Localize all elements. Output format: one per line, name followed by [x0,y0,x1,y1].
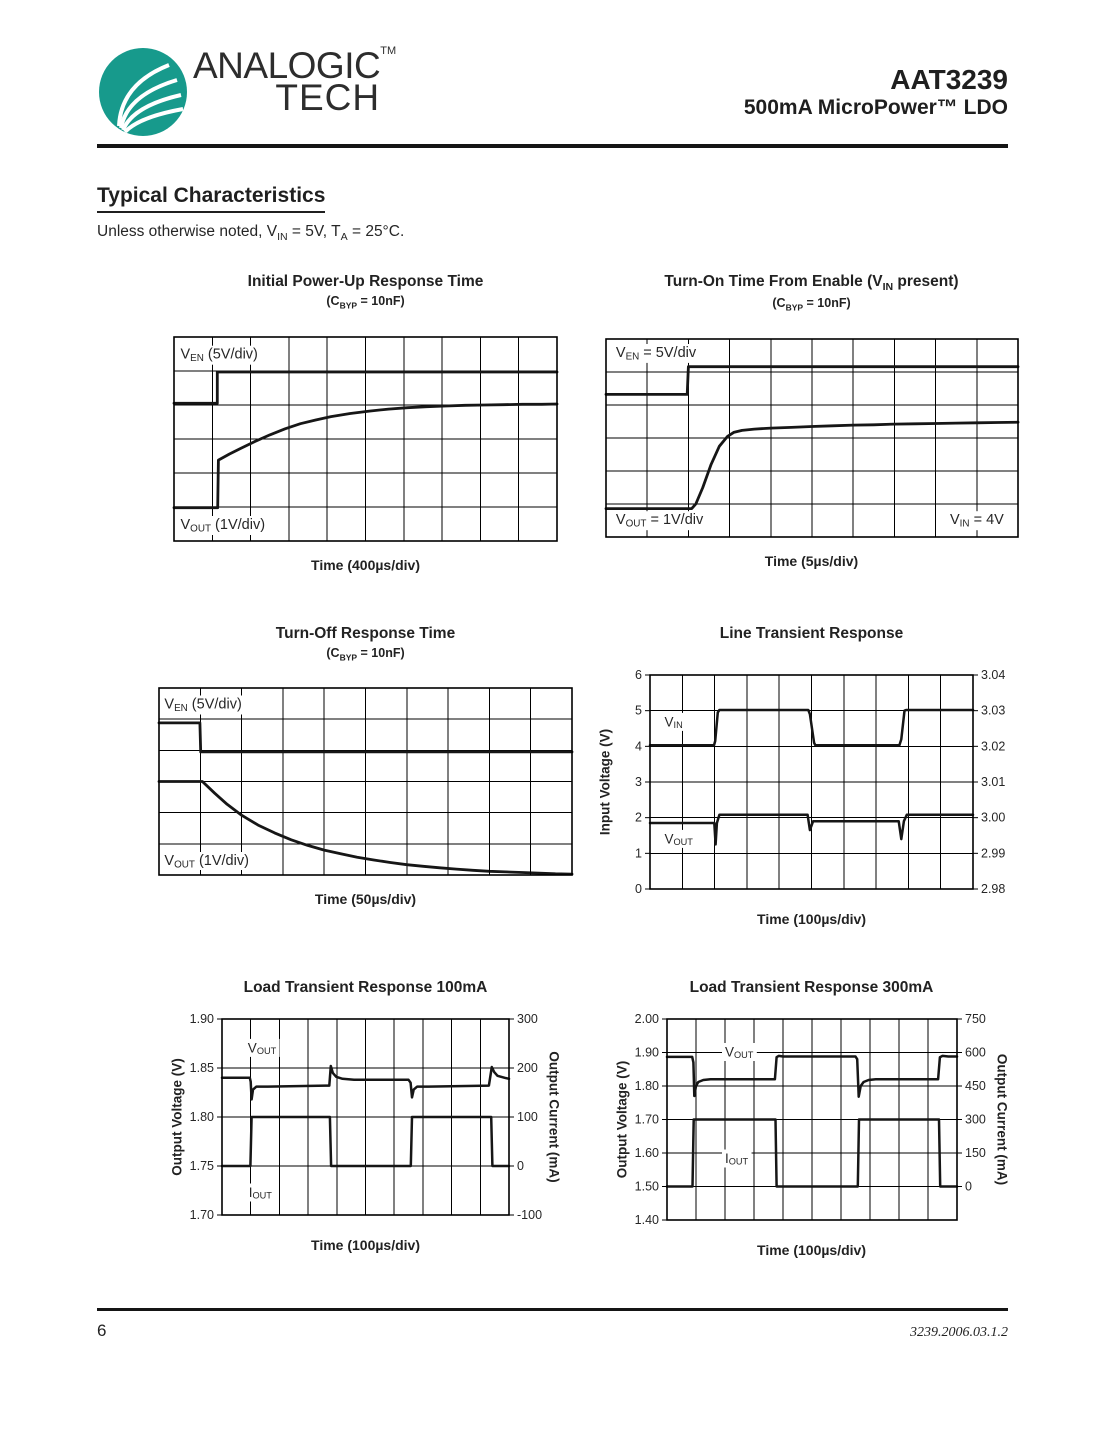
left-axis-tick-label: 1.75 [189,1158,214,1173]
page-header [97,0,1008,138]
right-axis [973,668,1005,896]
scope-plot [157,686,574,877]
right-axis-tick-label: 3.03 [981,703,1006,718]
page-footer [97,1308,1008,1341]
right-axis-tick-label: 3.01 [981,774,1006,789]
right-axis-tick-label: -100 [517,1207,543,1222]
right-axis-tick-label: 100 [517,1109,538,1124]
x-axis-label: Time (5µs/div) [764,552,859,569]
chart-turn-on-time-from-enable [604,273,1020,569]
chart-load-transient-response-100ma [164,979,567,1253]
left-axis-tick-label: 1.70 [189,1207,214,1222]
right-axis-tick-label: 0 [964,1179,972,1194]
left-axis-tick-label: 1.80 [634,1078,659,1093]
left-axis-tick-label: 1.90 [634,1045,659,1060]
document-title-block [744,64,1008,120]
company-logo [97,46,396,138]
right-axis [509,1012,562,1222]
grid-lines [159,688,572,875]
grid-lines [174,337,557,541]
left-axis-tick-label: 1.50 [634,1179,659,1194]
trace-label: $V_{OUT}$ (1V/div) [180,516,266,534]
section-heading [97,184,1008,243]
left-axis-tick-label: 1.60 [634,1145,659,1160]
chart-subtitle: $(C_{BYP} = 10nF)$ [326,294,405,311]
left-axis-tick-label: 2.00 [634,1011,659,1026]
logo-text-tech: TECH [275,77,381,119]
chart-title: Turn-On Time From Enable ($V_{IN}$ present) [664,273,959,294]
left-axis-tick-label: 1.85 [189,1060,214,1075]
chart-title: Line Transient Response [719,624,904,642]
trademark-symbol: TM [380,45,397,57]
trace-label: $I_{OUT}$ [724,1150,748,1167]
right-axis-title: Output Current (mA) [546,1050,562,1183]
plot-area [598,668,1006,896]
plot-area [170,1012,562,1222]
left-axis-tick-label: 1.40 [634,1212,659,1227]
chart-initial-power-up-response-time [172,273,559,573]
right-axis-title: Output Current (mA) [994,1053,1009,1185]
left-axis-tick-label: 3 [635,774,642,789]
trace-label: $V_{OUT}$ (1V/div) [164,853,249,871]
right-axis-tick-label: 3.00 [981,810,1006,825]
chart-load-transient-response-300ma [609,979,1015,1258]
plot-area [159,688,572,875]
section-title: Typical Characteristics [97,184,325,213]
left-axis-tick-label: 1.80 [189,1109,214,1124]
chart-subtitle: $(C_{BYP} = 10nF)$ [326,645,405,663]
logo-wordmark [193,45,397,119]
label-backgrounds [245,1038,280,1201]
label-backgrounds [722,1043,757,1168]
chart-title: Load Transient Response 300mA [689,978,934,996]
x-axis-label: Time (100µs/div) [757,1241,866,1258]
chart-title: Turn-Off Response Time [275,624,456,642]
xy-plot [609,1013,1015,1228]
left-axis-title: Input Voltage (V) [597,728,613,835]
trace-label: $V_{OUT} = 1V/div$ [615,511,703,529]
left-axis-title: Output Voltage (V) [169,1057,185,1176]
left-axis-tick-label: 0 [635,881,642,896]
right-axis [957,1012,1010,1194]
chart-turn-off-response-time [157,625,574,908]
chart-line-transient-response [592,625,1031,927]
right-axis-tick-label: 450 [964,1078,986,1093]
header-rule [97,144,1008,148]
left-axis [170,1012,223,1222]
x-axis-label: Time (100µs/div) [311,1236,420,1253]
section-note: Unless otherwise noted, $V_{IN} = 5V$, $T_A = 25^\circ C$. [97,223,405,244]
left-axis-tick-label: 1.70 [634,1112,659,1127]
trace-label: $V_{OUT}$ [664,830,693,847]
left-axis-tick-label: 2 [635,810,642,825]
charts-grid [157,273,1009,1258]
trace-label: $V_{IN} = 4V$ [949,511,1004,529]
xy-plot [592,669,1031,897]
right-axis-tick-label: 3.04 [981,667,1006,682]
right-axis-tick-label: 2.98 [981,881,1006,896]
footer-rule [97,1308,1008,1311]
chart-title: Load Transient Response 100mA [243,978,488,996]
scope-plot [604,337,1020,539]
plot-area [174,337,557,541]
chart-subtitle: $(C_{BYP} = 10nF)$ [772,296,851,313]
left-axis-tick-label: 1.90 [189,1011,214,1026]
left-axis-tick-label: 6 [635,667,642,682]
logo-circle [99,48,187,136]
trace-label: $V_{EN}$ (5V/div) [180,346,258,364]
logo-mark-icon [97,46,189,138]
left-axis-tick-label: 1 [635,845,642,860]
x-axis-label: Time (50µs/div) [314,891,417,908]
left-axis [598,668,651,896]
right-axis-tick-label: 3.02 [981,738,1006,753]
label-backgrounds [662,712,697,847]
right-axis-tick-label: 0 [517,1158,524,1173]
trace-label: $V_{IN}$ [664,713,683,730]
chart-title: Initial Power-Up Response Time [247,273,484,291]
x-axis-label: Time (400µs/div) [311,556,420,573]
right-axis-tick-label: 2.99 [981,845,1006,860]
part-number: AAT3239 [890,64,1008,95]
left-axis [614,1012,667,1227]
left-axis-title: Output Voltage (V) [614,1060,629,1178]
trace-label: $V_{OUT}$ [724,1043,753,1060]
right-axis-tick-label: 600 [964,1045,986,1060]
right-axis-tick-label: 150 [964,1145,986,1160]
left-axis-tick-label: 5 [635,703,642,718]
grid-lines [650,675,973,889]
plot-area [614,1012,1009,1227]
trace-label: $V_{EN}$ (5V/div) [164,696,242,714]
left-axis-tick-label: 4 [635,738,642,753]
page-number: 6 [97,1321,107,1340]
right-axis-tick-label: 200 [517,1060,538,1075]
part-description: 500mA MicroPower™ LDO [743,96,1008,120]
trace-label: $I_{OUT}$ [248,1184,272,1201]
plot-area [606,339,1018,537]
document-number: 3239.2006.03.1.2 [910,1325,1008,1340]
x-axis-label: Time (100µs/div) [757,910,866,927]
trace-label: $V_{EN} = 5V/div$ [615,344,696,362]
right-axis-tick-label: 300 [517,1011,538,1026]
right-axis-tick-label: 300 [964,1112,986,1127]
right-axis-tick-label: 750 [964,1011,986,1026]
logo-text-analogic: ANALOGIC [193,45,381,86]
scope-plot [172,335,559,543]
trace-label: $V_{OUT}$ [247,1039,277,1056]
xy-plot [164,1013,567,1223]
